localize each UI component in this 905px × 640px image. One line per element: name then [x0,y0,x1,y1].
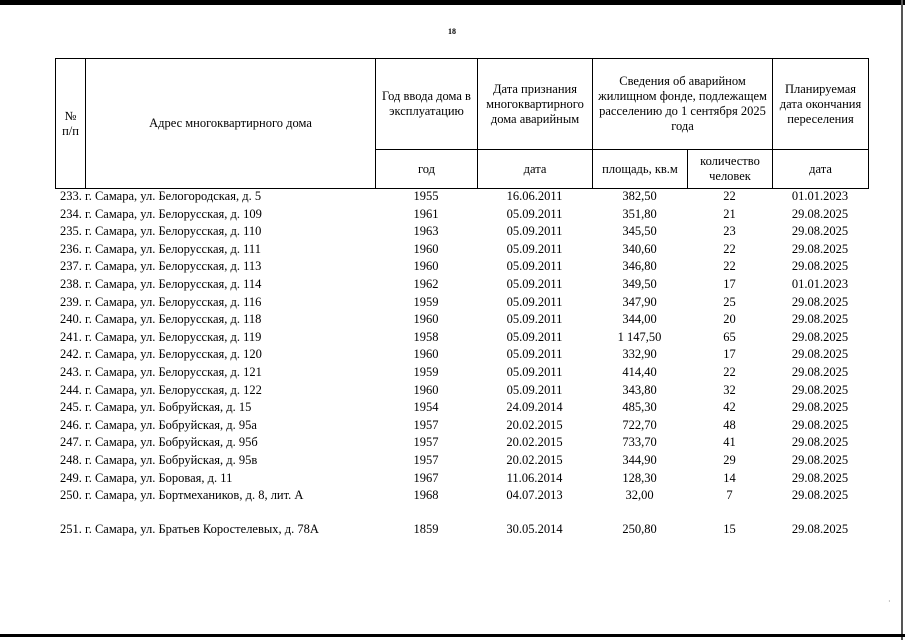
table-row [55,346,868,364]
year-cell: 1960 [413,382,439,397]
area-cell: 345,50 [622,224,657,239]
count-cell: 65 [723,329,736,344]
table-row [55,206,868,224]
table-row [55,521,868,539]
table-row [55,417,868,435]
date-cell: 30.05.2014 [506,521,563,536]
address-cell: 249. г. Самара, ул. Боровая, д. 11 [60,470,233,485]
header-year-in: Год ввода дома в эксплуатацию [376,59,478,150]
area-cell: 128,30 [622,470,657,485]
year-cell: 1959 [413,364,439,379]
table-row [55,223,868,241]
area-cell: 485,30 [622,400,657,415]
end-date-cell: 29.08.2025 [791,329,849,344]
end-date-cell: 29.08.2025 [791,312,849,327]
address-cell: 251. г. Самара, ул. Братьев Коростелевых, д. 78А [60,521,319,536]
count-cell: 20 [723,312,736,327]
address-cell: 246. г. Самара, ул. Бобруйская, д. 95а [60,417,257,432]
year-cell: 1962 [413,276,439,291]
count-cell: 23 [723,224,736,239]
year-cell: 1968 [413,488,439,503]
year-cell: 1957 [413,452,439,467]
subheader-year: год [376,150,478,189]
area-cell: 414,40 [622,364,657,379]
year-cell: 1960 [413,241,439,256]
table-row [55,364,868,382]
area-cell: 722,70 [622,417,657,432]
date-cell: 11.06.2014 [506,470,563,485]
address-cell: 238. г. Самара, ул. Белорусская, д. 114 [60,276,262,291]
address-cell: 237. г. Самара, ул. Белорусская, д. 113 [60,259,262,274]
area-cell: 340,60 [622,241,657,256]
count-cell: 17 [723,276,736,291]
address-cell: 245. г. Самара, ул. Бобруйская, д. 15 [60,400,252,415]
end-date-cell: 29.08.2025 [791,206,849,221]
end-date-cell: 01.01.2023 [791,276,849,291]
date-cell: 05.09.2011 [506,259,563,274]
end-date-cell: 29.08.2025 [791,382,849,397]
area-cell: 347,90 [622,294,657,309]
count-cell: 25 [723,294,736,309]
end-date-cell: 29.08.2025 [791,417,849,432]
end-date-cell: 29.08.2025 [791,521,849,536]
count-cell: 48 [723,417,736,432]
date-cell: 05.09.2011 [506,382,563,397]
area-cell: 1 147,50 [617,329,662,344]
date-cell: 05.09.2011 [506,224,563,239]
area-cell: 349,50 [622,276,657,291]
subheader-count: количество человек [688,150,773,189]
address-cell: 247. г. Самара, ул. Бобруйская, д. 95б [60,435,258,450]
address-cell: 241. г. Самара, ул. Белорусская, д. 119 [60,329,262,344]
header-planned-end: Планируемая дата окончания переселения [773,59,869,150]
area-cell: 344,90 [622,452,657,467]
table-row [55,470,868,488]
table-row [55,329,868,347]
subheader-date: дата [478,150,593,189]
address-cell: 242. г. Самара, ул. Белорусская, д. 120 [60,347,262,362]
area-cell: 32,00 [625,488,654,503]
address-cell: 235. г. Самара, ул. Белорусская, д. 110 [60,224,262,239]
address-cell: 240. г. Самара, ул. Белорусская, д. 118 [60,312,262,327]
end-date-cell: 29.08.2025 [791,452,849,467]
year-cell: 1959 [413,294,439,309]
count-cell: 7 [726,488,733,503]
table-body [55,188,868,538]
table-row [55,382,868,400]
count-cell: 14 [723,470,736,485]
date-cell: 05.09.2011 [506,364,563,379]
table-row [55,452,868,470]
end-date-cell: 29.08.2025 [791,294,849,309]
bottom-border [0,634,905,637]
year-cell: 1957 [413,417,439,432]
table-header [55,58,869,189]
end-date-cell: 01.01.2023 [791,189,849,203]
count-cell: 17 [723,347,736,362]
address-cell: 234. г. Самара, ул. Белорусская, д. 109 [60,206,262,221]
table-row [55,434,868,452]
scan-mark: · [888,597,891,606]
header-date-recognized: Дата признания многоквартирного дома аварийным [478,59,593,150]
count-cell: 41 [723,435,736,450]
subheader-area: площадь, кв.м [593,150,688,189]
header-fund-info: Сведения об аварийном жилищном фонде, подлежащем расселению до 1 сентября 2025 года [593,59,773,150]
end-date-cell: 29.08.2025 [791,241,849,256]
date-cell: 05.09.2011 [506,206,563,221]
table-row [55,276,868,294]
date-cell: 20.02.2015 [506,435,563,450]
count-cell: 29 [723,452,736,467]
year-cell: 1967 [413,470,439,485]
end-date-cell: 29.08.2025 [791,435,849,450]
top-border [0,0,905,5]
year-cell: 1961 [413,206,439,221]
address-cell: 243. г. Самара, ул. Белорусская, д. 121 [60,364,262,379]
page-number: 18 [448,27,456,36]
area-cell: 250,80 [622,521,657,536]
end-date-cell: 29.08.2025 [791,224,849,239]
year-cell: 1957 [413,435,439,450]
date-cell: 05.09.2011 [506,312,563,327]
area-cell: 346,80 [622,259,657,274]
end-date-cell: 29.08.2025 [791,347,849,362]
count-cell: 22 [723,259,736,274]
year-cell: 1963 [413,224,439,239]
area-cell: 733,70 [622,435,657,450]
date-cell: 05.09.2011 [506,276,563,291]
area-cell: 343,80 [622,382,657,397]
address-cell: 239. г. Самара, ул. Белорусская, д. 116 [60,294,262,309]
date-cell: 05.09.2011 [506,294,563,309]
count-cell: 15 [723,521,736,536]
area-cell: 332,90 [622,347,657,362]
date-cell: 04.07.2013 [506,488,563,503]
address-cell: 248. г. Самара, ул. Бобруйская, д. 95в [60,452,258,467]
right-edge [901,0,903,640]
table-row [55,258,868,276]
table-row [55,188,868,206]
header-num: № п/п [56,59,86,189]
table-row [55,487,868,505]
address-cell: 236. г. Самара, ул. Белорусская, д. 111 [60,241,261,256]
year-cell: 1859 [413,521,439,536]
count-cell: 42 [723,400,736,415]
year-cell: 1960 [413,259,439,274]
table-row [55,294,868,312]
year-cell: 1954 [413,400,439,415]
date-cell: 16.06.2011 [506,189,563,203]
end-date-cell: 29.08.2025 [791,488,849,503]
date-cell: 05.09.2011 [506,347,563,362]
date-cell: 24.09.2014 [506,400,563,415]
area-cell: 382,50 [622,189,657,203]
count-cell: 22 [723,189,736,203]
count-cell: 21 [723,206,736,221]
count-cell: 22 [723,241,736,256]
count-cell: 22 [723,364,736,379]
date-cell: 20.02.2015 [506,452,563,467]
end-date-cell: 29.08.2025 [791,470,849,485]
end-date-cell: 29.08.2025 [791,400,849,415]
area-cell: 344,00 [622,312,657,327]
address-cell: 250. г. Самара, ул. Бортмехаников, д. 8, лит. А [60,488,304,503]
year-cell: 1960 [413,347,439,362]
address-cell: 233. г. Самара, ул. Белогородская, д. 5 [60,189,262,203]
year-cell: 1955 [413,189,439,203]
date-cell: 05.09.2011 [506,329,563,344]
table-row [55,241,868,259]
area-cell: 351,80 [622,206,657,221]
end-date-cell: 29.08.2025 [791,364,849,379]
year-cell: 1960 [413,312,439,327]
count-cell: 32 [723,382,736,397]
date-cell: 05.09.2011 [506,241,563,256]
header-address: Адрес многоквартирного дома [86,59,376,189]
address-cell: 244. г. Самара, ул. Белорусская, д. 122 [60,382,262,397]
table-row [55,399,868,417]
end-date-cell: 29.08.2025 [791,259,849,274]
date-cell: 20.02.2015 [506,417,563,432]
subheader-end-date: дата [773,150,869,189]
table-row [55,311,868,329]
year-cell: 1958 [413,329,439,344]
